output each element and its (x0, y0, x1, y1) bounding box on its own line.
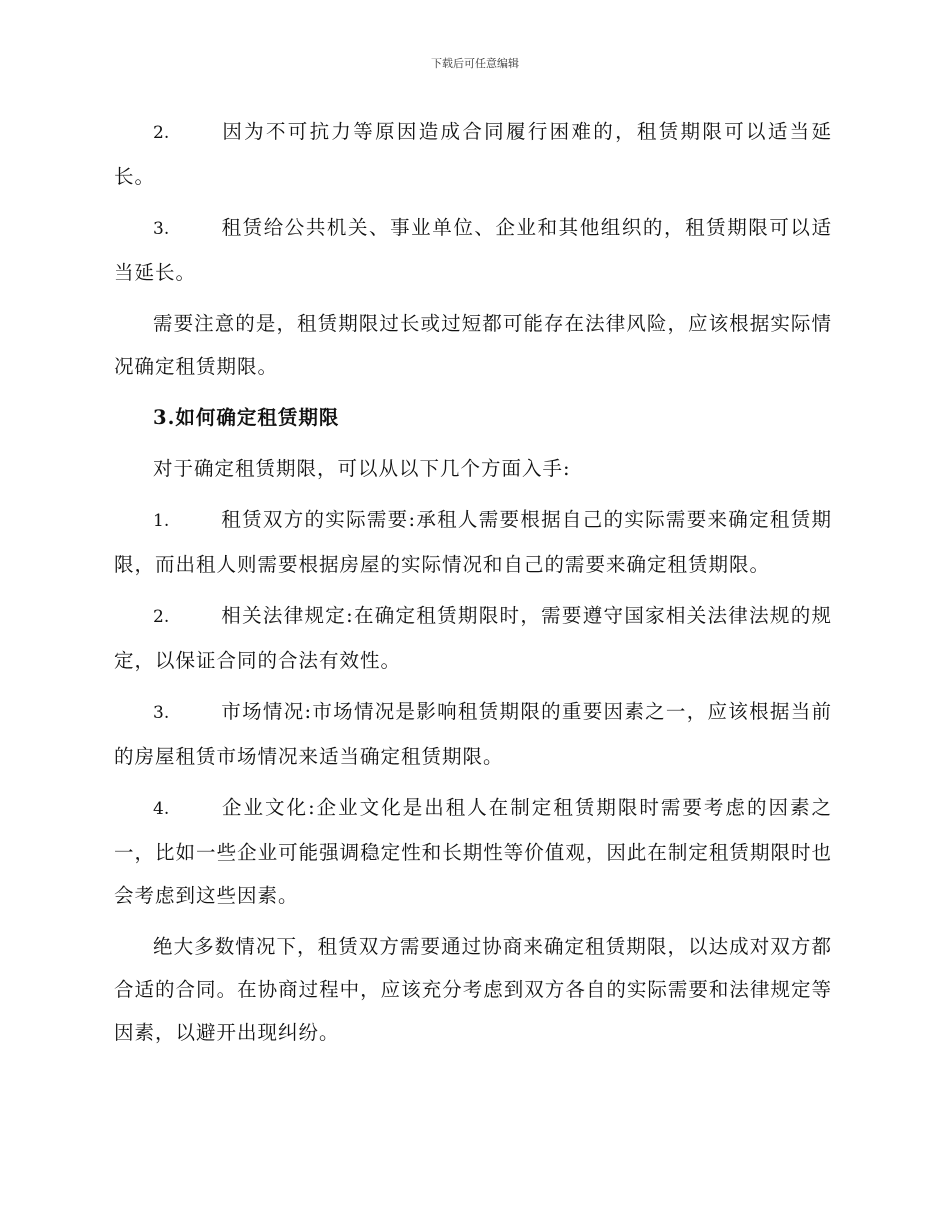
list-number: 4. (153, 799, 170, 819)
paragraph: 需要注意的是，租赁期限过长或过短都可能存在法律风险，应该根据实际情况确定租赁期限。 (114, 312, 832, 378)
list-number: 1. (153, 511, 170, 531)
section-heading: 3.如何确定租赁期限 (153, 406, 340, 429)
list-item (114, 786, 832, 917)
list-text: 因为不可抗力等原因造成合同履行困难的，租赁期限可以适当延长。 (114, 120, 832, 188)
list-item (114, 594, 832, 682)
page-header: 下载后可任意编辑 (431, 57, 519, 70)
list-item (114, 110, 832, 198)
list-number: 3. (153, 703, 170, 723)
list-text: 租赁双方的实际需要:承租人需要根据自己的实际需要来确定租赁期限，而出租人则需要根据房屋的实际情况和自己的需要来确定租赁期限。 (114, 508, 832, 576)
list-text: 市场情况:市场情况是影响租赁期限的重要因素之一，应该根据当前的房屋租赁市场情况来适当确定租赁期限。 (114, 700, 832, 768)
list-number: 3. (153, 219, 170, 239)
list-number: 2. (153, 607, 170, 627)
list-text: 租赁给公共机关、事业单位、企业和其他组织的，租赁期限可以适当延长。 (114, 216, 832, 284)
document-body (114, 110, 832, 1062)
list-text: 企业文化:企业文化是出租人在制定租赁期限时需要考虑的因素之一，比如一些企业可能强调稳定性和长期性等价值观，因此在制定租赁期限时也会考虑到这些因素。 (114, 796, 832, 907)
paragraph: 绝大多数情况下，租赁双方需要通过协商来确定租赁期限，以达成对双方都合适的合同。在协商过程中，应该充分考虑到双方各自的实际需要和法律规定等因素，以避开出现纠纷。 (114, 935, 832, 1044)
list-item (114, 206, 832, 294)
list-number: 2. (153, 123, 170, 143)
list-item (114, 498, 832, 586)
list-item (114, 690, 832, 778)
list-text: 相关法律规定:在确定租赁期限时，需要遵守国家相关法律法规的规定，以保证合同的合法有效性。 (114, 604, 832, 672)
paragraph: 对于确定租赁期限，可以从以下几个方面入手: (153, 457, 571, 480)
